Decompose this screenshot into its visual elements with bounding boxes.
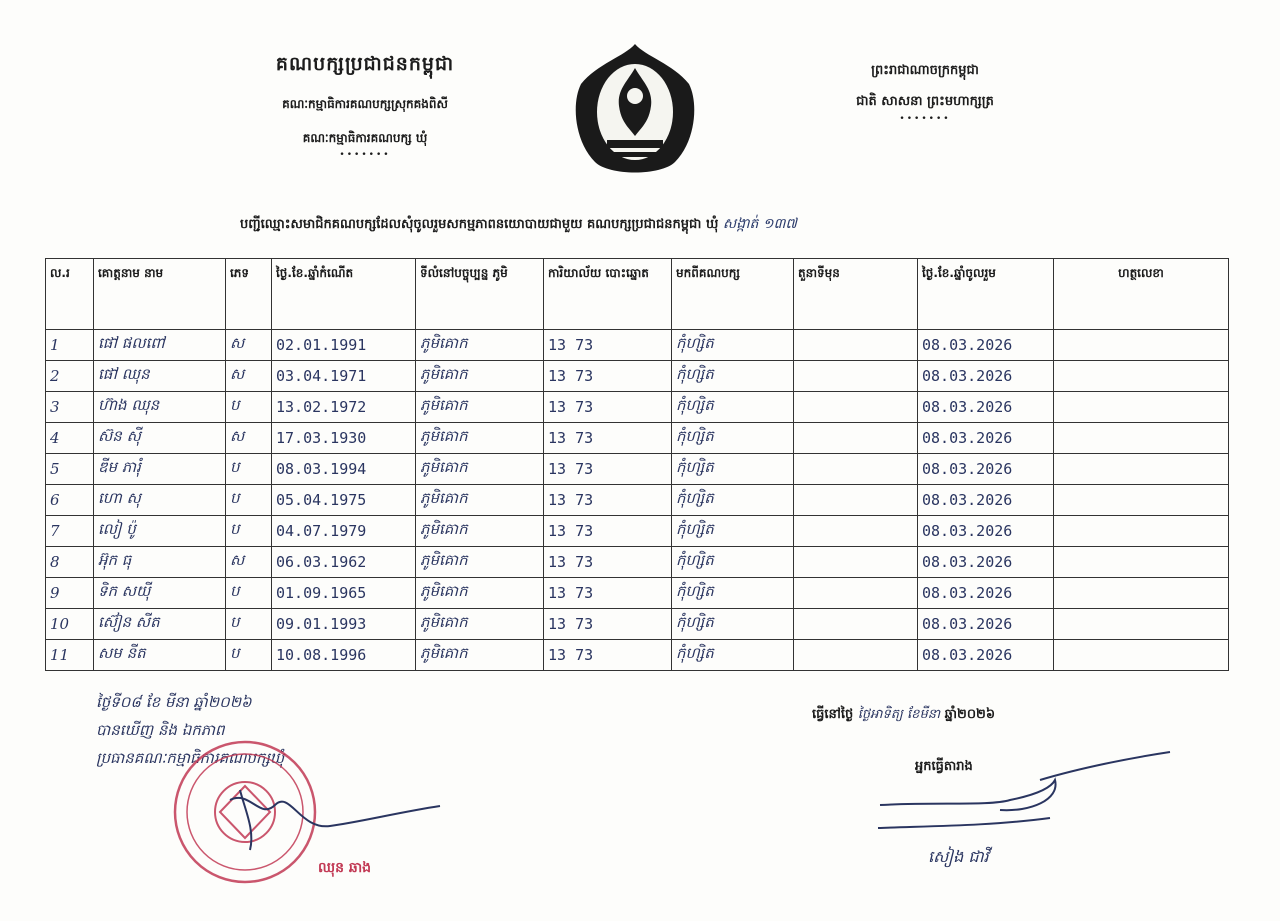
cell-village: ភូមិគោក [416,454,544,485]
cell-dob: 03.04.1971 [272,361,416,392]
cell-no: 2 [46,361,94,392]
cell-joined: 08.03.2026 [918,423,1054,454]
cell-office: 13 73 [544,454,672,485]
cell-joined: 08.03.2026 [918,547,1054,578]
cell-name: ស៊ៀន សីត [94,609,226,640]
cell-no: 4 [46,423,94,454]
header-left-divider: ••••••• [339,150,391,160]
cell-dob: 08.03.1994 [272,454,416,485]
cell-party: កុំហ្សិត [672,485,794,516]
official-seal-icon [175,742,315,882]
cell-name: លៀ ប៉ូ [94,516,226,547]
district-committee: គណៈកម្មាធិការគណបក្សស្រុកគងពិសី [282,97,448,111]
cell-party: កុំហ្សិត [672,330,794,361]
cell-village: ភូមិគោក [416,485,544,516]
cell-sex: ប [226,609,272,640]
cell-office: 13 73 [544,547,672,578]
approval-date: ថ្ងៃទី០៨ ខែ មីនា ឆ្នាំ២០២៦ [96,693,252,711]
col-header-joined: ថ្ងៃ.ខែ.ឆ្នាំចូលរួម [918,259,1054,330]
cell-sex: ប [226,516,272,547]
cell-village: ភូមិគោក [416,609,544,640]
col-header-no: ល.រ [46,259,94,330]
cell-village: ភូមិគោក [416,578,544,609]
cell-sex: ប [226,578,272,609]
cell-party: កុំហ្សិត [672,516,794,547]
cell-party: កុំហ្សិត [672,423,794,454]
cell-office: 13 73 [544,392,672,423]
date-line-suffix: ឆ្នាំ២០២៦ [944,707,996,722]
creator-signature-icon [878,752,1170,828]
cell-village: ភូមិគោក [416,423,544,454]
cell-office: 13 73 [544,330,672,361]
header-right-divider: ••••••• [899,114,951,124]
cell-village: ភូមិគោក [416,516,544,547]
cell-no: 5 [46,454,94,485]
cell-joined: 08.03.2026 [918,485,1054,516]
cell-party: កុំហ្សិត [672,578,794,609]
cell-joined: 08.03.2026 [918,330,1054,361]
kingdom-name: ព្រះរាជាណាចក្រកម្ពុជា [871,63,979,78]
cell-no: 1 [46,330,94,361]
cell-no: 9 [46,578,94,609]
creator-label: អ្នកធ្វើតារាង [915,759,973,774]
cell-party: កុំហ្សិត [672,640,794,671]
cell-joined: 08.03.2026 [918,516,1054,547]
cell-no: 6 [46,485,94,516]
cell-dob: 04.07.1979 [272,516,416,547]
title-value: សង្កាត់ ១៣៧ [722,216,797,232]
date-line-prefix: ធ្វើនៅថ្ងៃ [812,707,854,722]
cell-village: ភូមិគោក [416,392,544,423]
party-name: គណបក្សប្រជាជនកម្ពុជា [275,53,455,75]
cell-sex: ប [226,485,272,516]
commune-committee: គណៈកម្មាធិការគណបក្ស ឃុំ [302,131,428,145]
cell-no: 10 [46,609,94,640]
cell-joined: 08.03.2026 [918,640,1054,671]
cell-party: កុំហ្សិត [672,547,794,578]
date-line-value: ថ្ងៃអាទិត្យ ខែមីនា [857,707,941,722]
cell-name: ទិក សយ៉ី [94,578,226,609]
cell-party: កុំហ្សិត [672,609,794,640]
cell-office: 13 73 [544,516,672,547]
cell-no: 11 [46,640,94,671]
seal-name: ឈុន ឆាង [318,860,372,876]
cell-joined: 08.03.2026 [918,392,1054,423]
cell-no: 3 [46,392,94,423]
cell-name: ផៅ ផលពៅ [94,330,226,361]
cell-party: កុំហ្សិត [672,392,794,423]
col-header-signature: ហត្ថលេខា [1054,259,1229,330]
cell-village: ភូមិគោក [416,547,544,578]
cell-dob: 05.04.1975 [272,485,416,516]
cell-dob: 13.02.1972 [272,392,416,423]
cell-village: ភូមិគោក [416,640,544,671]
cell-party: កុំហ្សិត [672,454,794,485]
cell-office: 13 73 [544,361,672,392]
cell-name: សម នីត [94,640,226,671]
approval-title: ប្រធានគណៈកម្មាធិការគណបក្សឃុំ [96,749,285,767]
cell-no: 7 [46,516,94,547]
col-header-office: ការិយាល័យ បោះឆ្នោត [544,259,672,330]
cell-sex: ប [226,392,272,423]
cell-village: ភូមិគោក [416,361,544,392]
cell-joined: 08.03.2026 [918,454,1054,485]
cell-office: 13 73 [544,485,672,516]
cell-name: ស៊ន ស៊ី [94,423,226,454]
cell-name: ឌីម ភារុំ [94,454,226,485]
cell-name: ហ៊ាង ឈុន [94,392,226,423]
cell-dob: 17.03.1930 [272,423,416,454]
col-header-village: ទីលំនៅបច្ចុប្បន្ន ភូមិ [416,259,544,330]
col-header-name: គោត្តនាម នាម [94,259,226,330]
cell-sex: ស [226,361,272,392]
cell-dob: 01.09.1965 [272,578,416,609]
cell-sex: ប [226,640,272,671]
cell-name: ផៅ ឈុន [94,361,226,392]
cell-dob: 09.01.1993 [272,609,416,640]
cell-office: 13 73 [544,423,672,454]
cell-joined: 08.03.2026 [918,609,1054,640]
cell-joined: 08.03.2026 [918,361,1054,392]
cell-sex: ស [226,330,272,361]
cell-dob: 10.08.1996 [272,640,416,671]
cell-joined: 08.03.2026 [918,578,1054,609]
col-header-prev-role: តួនាទីមុន [794,259,918,330]
cell-sex: ស [226,423,272,454]
cell-dob: 06.03.1962 [272,547,416,578]
cell-sex: ប [226,454,272,485]
cell-name: អ៊ុក ធុ [94,547,226,578]
cell-village: ភូមិគោក [416,330,544,361]
cell-office: 13 73 [544,640,672,671]
cell-dob: 02.01.1991 [272,330,416,361]
cell-office: 13 73 [544,609,672,640]
cell-party: កុំហ្សិត [672,361,794,392]
cell-name: ហោ សុ [94,485,226,516]
cell-no: 8 [46,547,94,578]
cell-sex: ស [226,547,272,578]
approval-seen: បានឃើញ និង ឯកភាព [96,721,225,739]
title-text: បញ្ជីឈ្មោះសមាជិកគណបក្សដែលសុំចូលរួមសកម្មភាពនយោបាយជាមួយ គណបក្សប្រជាជនកម្ពុជា ឃុំ [240,217,719,232]
national-motto: ជាតិ សាសនា ព្រះមហាក្សត្រ [856,94,994,109]
col-header-party: មកពីគណបក្ស [672,259,794,330]
col-header-dob: ថ្ងៃ.ខែ.ឆ្នាំកំណើត [272,259,416,330]
cell-office: 13 73 [544,578,672,609]
col-header-sex: ភេទ [226,259,272,330]
creator-name: សៀង ជាវី [928,847,989,866]
